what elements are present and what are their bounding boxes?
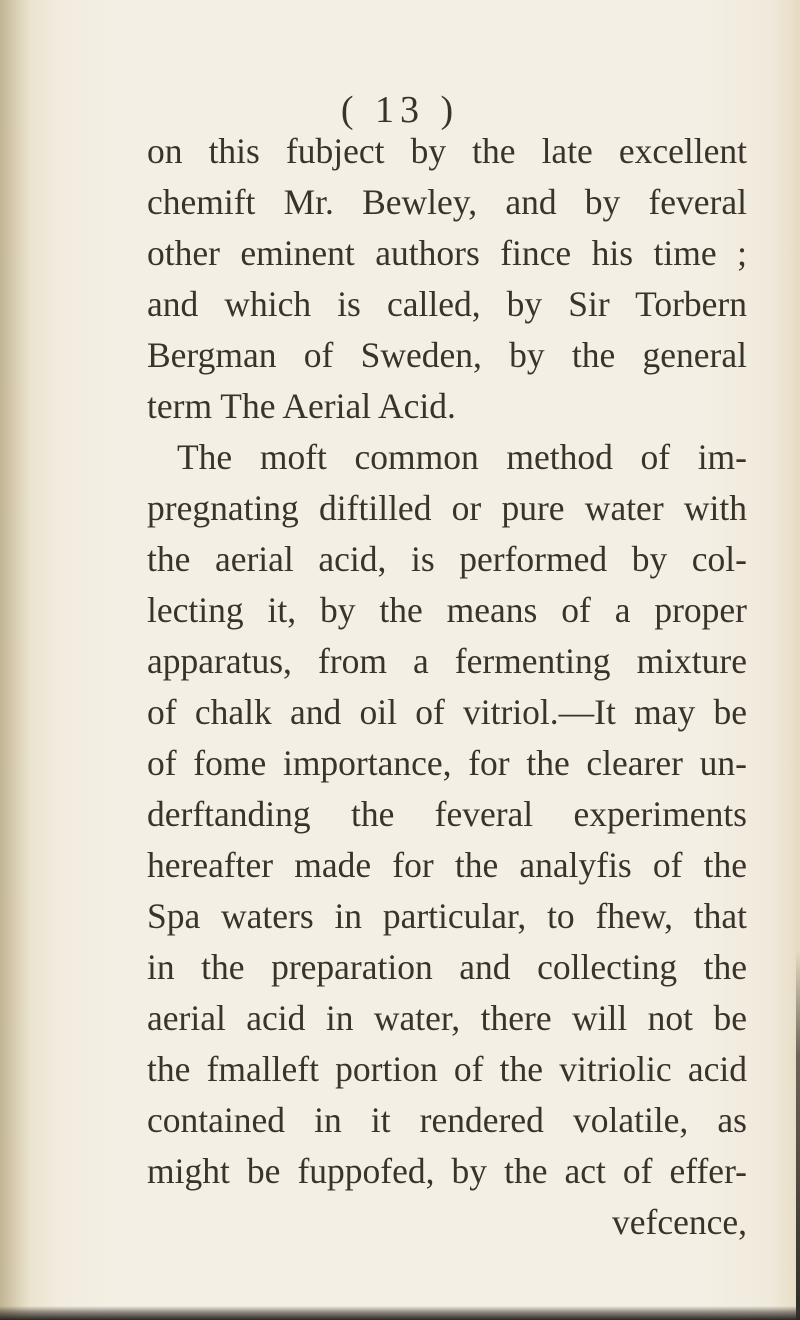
text-line: Spa waters in particular, to fhew, that [147,896,747,936]
text-line: and which is called, by Sir Torbern [147,284,747,324]
text-line: contained in it rendered volatile, as [147,1100,747,1140]
text-line: term The Aerial Acid. [147,386,456,426]
text-line: The moft common method of im- [177,437,747,477]
text-line: the fmalleft portion of the vitriolic acid [147,1049,747,1089]
page-number: ( 13 ) [340,89,460,131]
catchword: vefcence, [612,1202,747,1242]
text-line: Bergman of Sweden, by the general [147,335,747,375]
text-line: might be fuppofed, by the act of effer- [147,1151,747,1191]
text-line: on this fubject by the late excellent [147,131,747,171]
gutter-shadow [0,0,30,1320]
text-line: of fome importance, for the clearer un- [147,743,747,783]
text-line: of chalk and oil of vitriol.—It may be [147,692,747,732]
text-line: in the preparation and collecting the [147,947,747,987]
page-edge-bottom [0,1306,800,1320]
text-line: other eminent authors fince his time ; [147,233,747,273]
text-line: aerial acid in water, there will not be [147,998,747,1038]
body-text [147,126,747,1248]
text-line: chemift Mr. Bewley, and by feveral [147,182,747,222]
text-line: pregnating diftilled or pure water with [147,488,747,528]
text-line: lecting it, by the means of a proper [147,590,747,630]
text-line: the aerial acid, is performed by col- [147,539,747,579]
text-line: apparatus, from a fermenting mixture [147,641,747,681]
text-line: hereafter made for the analyfis of the [147,845,747,885]
page-edge-right [796,0,800,1320]
text-line: derftanding the feveral experiments [147,794,747,834]
